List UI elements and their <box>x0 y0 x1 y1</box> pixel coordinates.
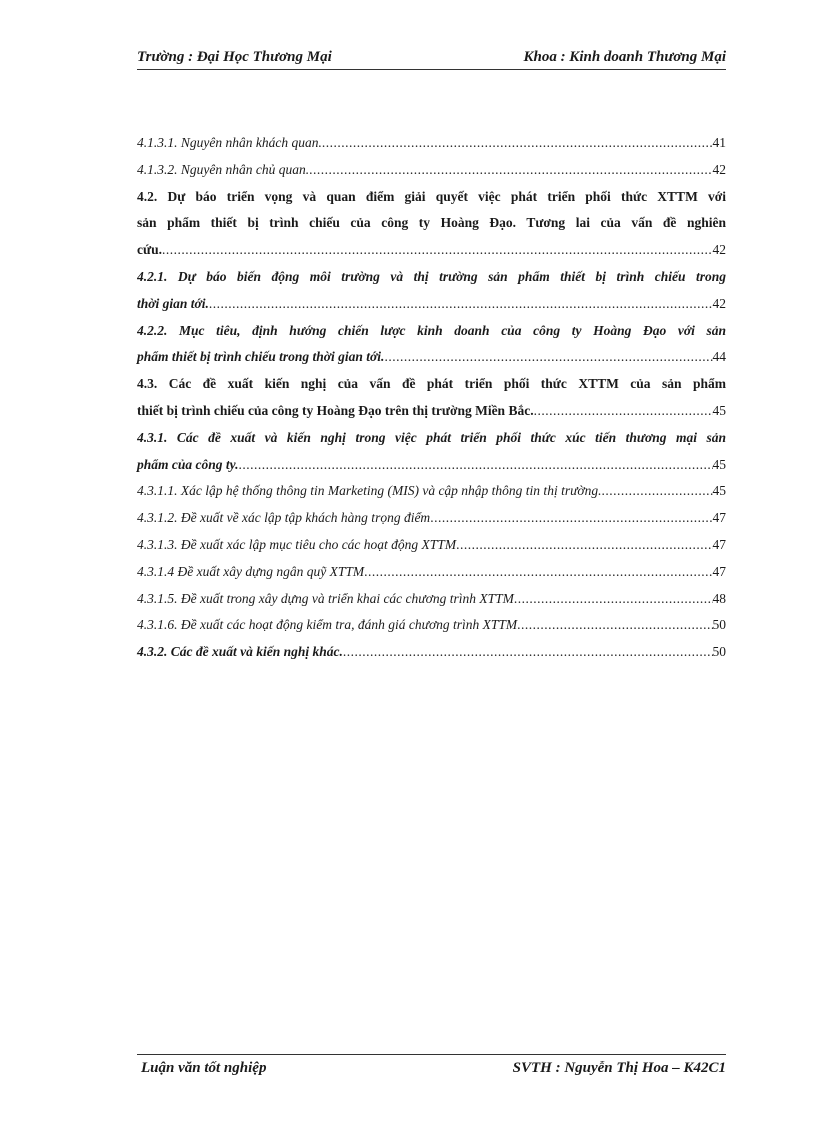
toc-entry[interactable] <box>137 425 726 479</box>
toc-entry-title-row <box>137 157 726 184</box>
page-footer <box>137 1054 726 1076</box>
toc-entry[interactable] <box>137 505 726 532</box>
toc-page-number: 45 <box>712 402 726 418</box>
toc-page-number: 42 <box>712 295 726 311</box>
toc-dot-leader <box>322 130 713 157</box>
toc-entry[interactable] <box>137 184 726 264</box>
toc-dot-leader <box>514 586 713 613</box>
toc-entry-title: 4.1.3.2. Nguyên nhân chủ quan. <box>137 161 310 177</box>
toc-entry-title-row <box>137 532 726 559</box>
toc-page-number: 41 <box>712 135 726 150</box>
toc-entry-title-row <box>137 237 726 264</box>
toc-entry[interactable] <box>137 371 726 425</box>
toc-dot-leader <box>209 291 713 318</box>
toc-entry-title: 4.3.2. Các đề xuất và kiến nghị khác. <box>137 644 343 660</box>
footer-student: SVTH : Nguyễn Thị Hoa – K42C1 <box>512 1060 726 1076</box>
toc-dot-leader <box>364 559 712 586</box>
table-of-contents <box>137 130 726 666</box>
toc-entry[interactable] <box>137 532 726 559</box>
toc-dot-leader <box>534 398 713 425</box>
toc-dot-leader <box>162 237 713 264</box>
toc-entry[interactable] <box>137 639 726 666</box>
toc-entry-line: 4.2. Dự báo triển vọng và quan điểm giải quyết việc phát triển phối thức XTTM với <box>137 188 726 204</box>
toc-entry-line: 4.3.1. Các đề xuất và kiến nghị trong việc phát triển phối thức xúc tiến thương mại sản <box>137 429 726 445</box>
toc-entry[interactable] <box>137 559 726 586</box>
toc-page-number: 50 <box>712 644 726 660</box>
toc-entry-title-row <box>137 612 726 639</box>
toc-entry-title: phẩm của công ty. <box>137 456 239 472</box>
toc-entry-title: phẩm thiết bị trình chiếu trong thời gian tới. <box>137 349 385 365</box>
header-school: Trường : Đại Học Thương Mại <box>137 49 332 65</box>
toc-page-number: 47 <box>712 563 726 579</box>
toc-entry-title-row <box>137 559 726 586</box>
toc-page-number: 48 <box>712 590 726 606</box>
toc-page-number: 45 <box>712 483 726 499</box>
toc-entry-title-row <box>137 639 726 666</box>
toc-dot-leader <box>430 505 712 532</box>
toc-entry-title: 4.3.1.4 Đề xuất xây dựng ngân quỹ XTTM <box>137 563 365 579</box>
toc-page-number: 50 <box>712 617 726 633</box>
toc-entry-title: 4.3.1.5. Đề xuất trong xây dựng và triển khai các chương trình XTTM <box>137 590 514 606</box>
toc-page-number: 47 <box>712 536 726 552</box>
toc-entry[interactable] <box>137 318 726 372</box>
toc-entry-title-row <box>137 130 726 157</box>
page-header <box>137 47 726 70</box>
toc-page-number: 42 <box>712 161 726 177</box>
toc-page-number: 47 <box>712 510 726 526</box>
toc-page-number: 45 <box>712 456 726 472</box>
toc-entry[interactable] <box>137 478 726 505</box>
toc-dot-leader <box>239 452 713 479</box>
toc-entry[interactable] <box>137 157 726 184</box>
toc-entry-title-row <box>137 505 726 532</box>
toc-page-number: 44 <box>712 349 726 365</box>
toc-entry-title: 4.3.1.2. Đề xuất về xác lập tập khách hàng trọng điểm <box>137 510 431 526</box>
toc-entry-title-row <box>137 586 726 613</box>
toc-entry-title: thời gian tới. <box>137 295 209 311</box>
toc-dot-leader <box>517 612 712 639</box>
toc-entry-line: sản phẩm thiết bị trình chiếu của công ty Hoàng Đạo. Tương lai của vấn đề nghiên <box>137 215 726 231</box>
toc-entry-title-row <box>137 398 726 425</box>
toc-entry[interactable] <box>137 586 726 613</box>
toc-entry-title-row <box>137 452 726 479</box>
toc-entry-title: 4.3.1.3. Đề xuất xác lập mục tiêu cho các hoạt động XTTM <box>137 536 457 552</box>
toc-entry-line: 4.3. Các đề xuất kiến nghị của vấn đề phát triển phối thức XTTM của sản phẩm <box>137 376 726 392</box>
toc-entry-title-row <box>137 291 726 318</box>
toc-dot-leader <box>602 478 713 505</box>
toc-entry-title: 4.3.1.1. Xác lập hệ thống thông tin Marketing (MIS) và cập nhập thông tin thị trường. <box>137 483 602 499</box>
toc-entry-title: 4.1.3.1. Nguyên nhân khách quan. <box>137 135 322 150</box>
toc-entry[interactable] <box>137 612 726 639</box>
toc-dot-leader <box>456 532 712 559</box>
toc-dot-leader <box>343 639 713 666</box>
toc-entry-title: 4.3.1.6. Đề xuất các hoạt động kiểm tra, đánh giá chương trình XTTM <box>137 617 518 633</box>
toc-entry[interactable] <box>137 130 726 157</box>
toc-page-number: 42 <box>712 242 726 258</box>
toc-dot-leader <box>384 344 712 371</box>
toc-entry-line: 4.2.1. Dự báo biến động môi trường và thị trường sản phẩm thiết bị trình chiếu trong <box>137 268 726 284</box>
toc-entry-title-row <box>137 478 726 505</box>
toc-dot-leader <box>309 157 712 184</box>
toc-entry-line: 4.2.2. Mục tiêu, định hướng chiến lược kinh doanh của công ty Hoàng Đạo với sản <box>137 322 726 338</box>
footer-thesis-label: Luận văn tốt nghiệp <box>141 1060 267 1076</box>
toc-entry[interactable] <box>137 264 726 318</box>
toc-entry-title-row <box>137 344 726 371</box>
header-faculty: Khoa : Kinh doanh Thương Mại <box>523 49 726 65</box>
toc-entry-title: cứu. <box>137 242 162 258</box>
toc-entry-title: thiết bị trình chiếu của công ty Hoàng Đạo trên thị trường Miền Bắc. <box>137 402 534 418</box>
